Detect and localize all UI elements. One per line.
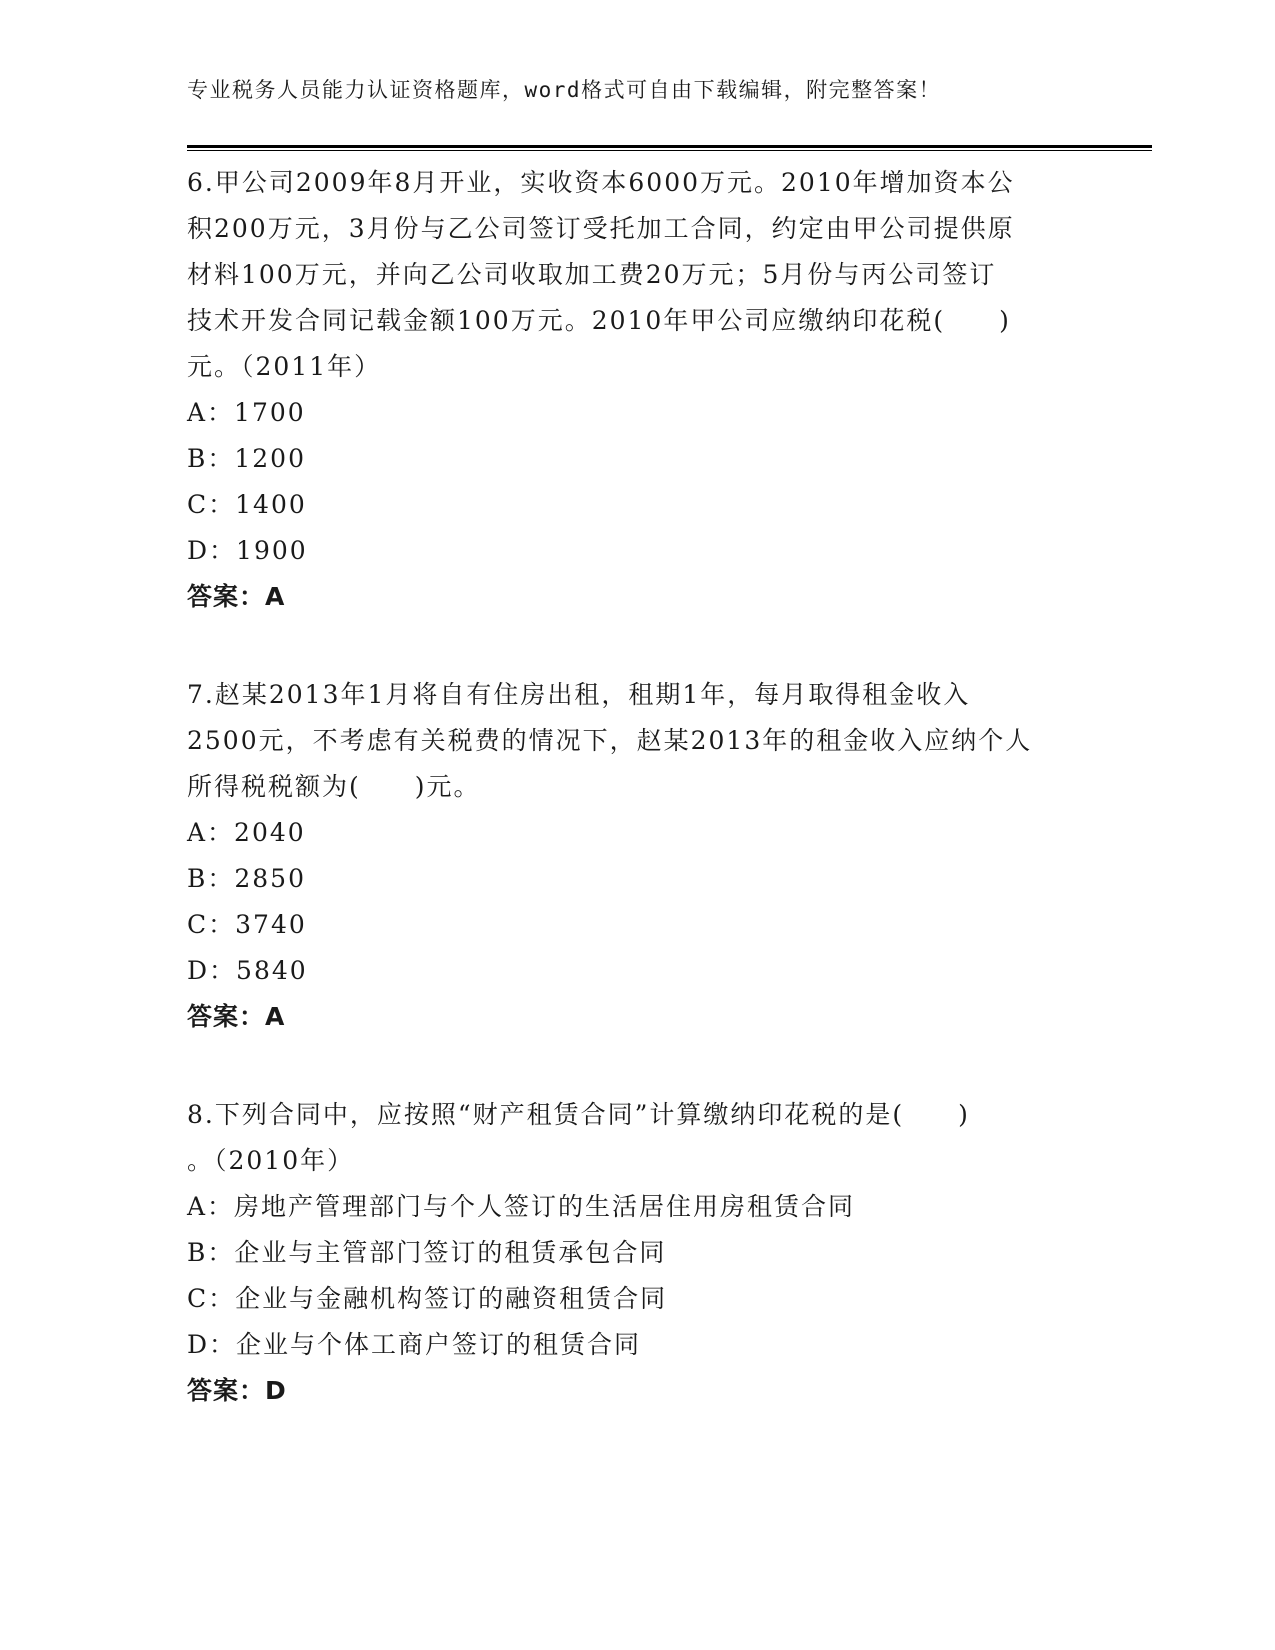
question-text-line: 技术开发合同记载金额100万元。2010年甲公司应缴纳印花税( ) bbox=[187, 306, 1011, 335]
question-text-line: 6.甲公司2009年8月开业，实收资本6000万元。2010年增加资本公 bbox=[187, 168, 1015, 197]
question-text-line: 7.赵某2013年1月将自有住房出租，租期1年，每月取得租金收入 bbox=[187, 680, 971, 709]
question-6 bbox=[187, 160, 1087, 620]
question-text-line: 8.下列合同中，应按照“财产租赁合同”计算缴纳印花税的是( ) bbox=[187, 1100, 970, 1129]
page-header: 专业税务人员能力认证资格题库，word格式可自由下载编辑，附完整答案！ bbox=[187, 78, 942, 102]
question-text-line: 材料100万元，并向乙公司收取加工费20万元；5月份与丙公司签订 bbox=[187, 260, 997, 289]
option-b: B：2850 bbox=[187, 864, 306, 893]
header-divider-thick bbox=[187, 145, 1152, 148]
answer: 答案：A bbox=[187, 582, 286, 611]
option-a: A：2040 bbox=[187, 818, 306, 847]
option-a: A：房地产管理部门与个人签订的生活居住用房租赁合同 bbox=[187, 1192, 856, 1221]
option-d: D：企业与个体工商户签订的租赁合同 bbox=[187, 1330, 642, 1359]
option-b: B：1200 bbox=[187, 444, 306, 473]
question-text-line: 2500元，不考虑有关税费的情况下，赵某2013年的租金收入应纳个人 bbox=[187, 726, 1033, 755]
header-divider-thin bbox=[187, 150, 1152, 151]
option-c: C：1400 bbox=[187, 490, 307, 519]
option-c: C：3740 bbox=[187, 910, 307, 939]
question-8 bbox=[187, 1092, 1087, 1414]
option-d: D：5840 bbox=[187, 956, 308, 985]
question-list bbox=[187, 160, 1087, 1466]
question-text-line: 所得税税额为( )元。 bbox=[187, 772, 481, 801]
answer: 答案：A bbox=[187, 1002, 286, 1031]
option-d: D：1900 bbox=[187, 536, 308, 565]
question-text-line: 积200万元，3月份与乙公司签订受托加工合同，约定由甲公司提供原 bbox=[187, 214, 1015, 243]
question-text-line: 元。（2011年） bbox=[187, 352, 382, 381]
answer: 答案：D bbox=[187, 1376, 287, 1405]
question-7 bbox=[187, 672, 1087, 1040]
question-text-line: 。（2010年） bbox=[187, 1146, 355, 1175]
option-a: A：1700 bbox=[187, 398, 306, 427]
option-c: C：企业与金融机构签订的融资租赁合同 bbox=[187, 1284, 668, 1313]
option-b: B：企业与主管部门签订的租赁承包合同 bbox=[187, 1238, 667, 1267]
